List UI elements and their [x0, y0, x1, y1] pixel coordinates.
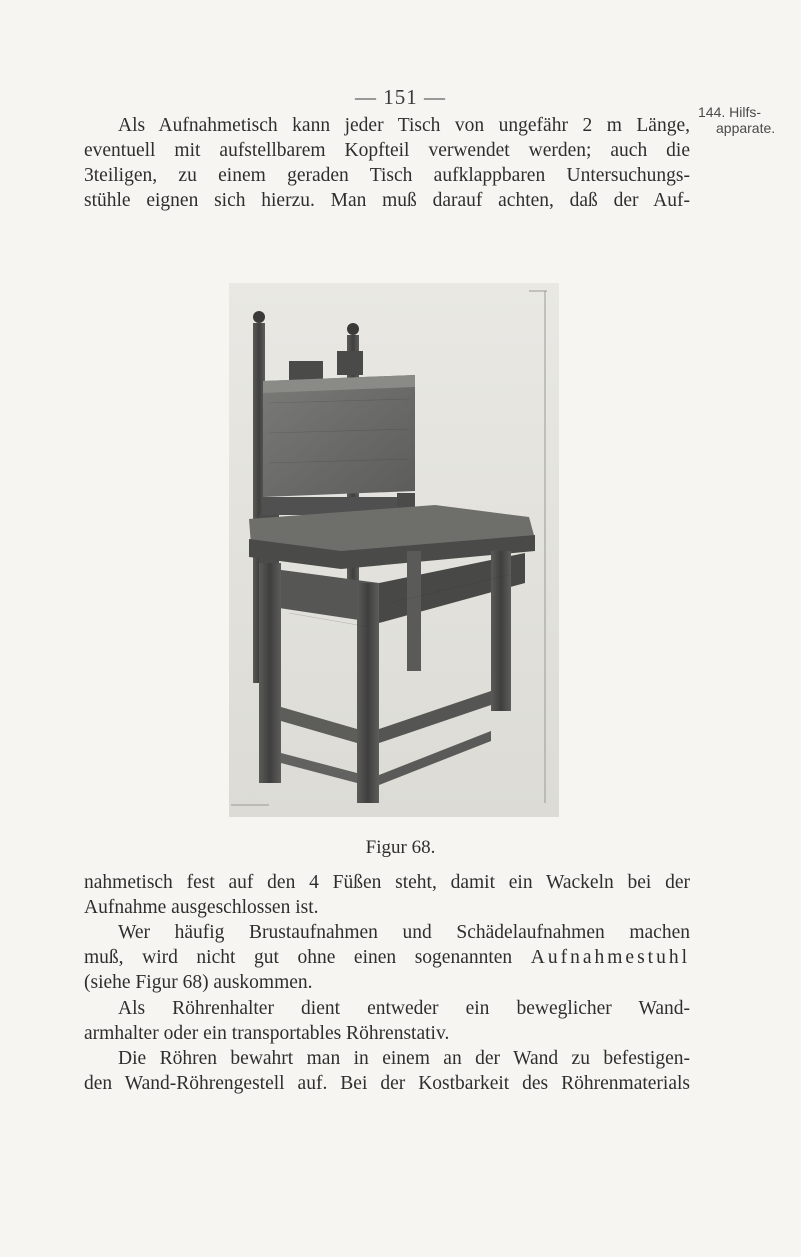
page-number: — 151 — — [355, 85, 446, 109]
margin-note-line2: apparate. — [716, 120, 776, 136]
margin-note-line1: Hilfs- — [729, 104, 762, 120]
margin-note — [698, 104, 798, 136]
figure-caption: Figur 68. — [365, 837, 436, 858]
chair-photograph — [229, 283, 559, 817]
text-line: 3teiligen, zu einem geraden Tisch aufklappbaren Untersuchungs- — [84, 165, 690, 186]
text-line: nahmetisch fest auf den 4 Füßen steht, damit ein Wackeln bei der — [84, 872, 690, 893]
paragraph-2 — [84, 870, 690, 920]
text-line: (siehe Figur 68) auskommen. — [84, 972, 313, 993]
text-line: Die Röhren bewahrt man in einem an der Wand zu befestigen- — [118, 1048, 690, 1069]
paragraph-3 — [84, 920, 690, 995]
text-line: den Wand-Röhrengestell auf. Bei der Kostbarkeit des Röhrenmaterials — [84, 1073, 690, 1094]
emphasized-term: Aufnahmestuhl — [530, 947, 690, 968]
text-line: Wer häufig Brustaufnahmen und Schädelaufnahmen machen — [118, 922, 690, 943]
paragraph-4 — [84, 996, 690, 1046]
text-line — [84, 945, 690, 970]
paragraph-5 — [84, 1046, 690, 1096]
paragraph-1 — [84, 113, 690, 213]
margin-note-number: 144. — [698, 104, 726, 120]
text-fragment: muß, wird nicht gut ohne einen sogenannten — [84, 947, 531, 968]
text-line: stühle eignen sich hierzu. Man muß darauf achten, daß der Auf- — [84, 190, 690, 211]
text-line: eventuell mit aufstellbarem Kopfteil verwendet werden; auch die — [84, 140, 690, 161]
text-line: Aufnahme ausgeschlossen ist. — [84, 897, 319, 918]
text-line: armhalter oder ein transportables Röhrenstativ. — [84, 1023, 450, 1044]
text-line: Als Röhrenhalter dient entweder ein beweglicher Wand- — [118, 998, 690, 1019]
text-line: Als Aufnahmetisch kann jeder Tisch von ungefähr 2 m Länge, — [118, 115, 690, 136]
